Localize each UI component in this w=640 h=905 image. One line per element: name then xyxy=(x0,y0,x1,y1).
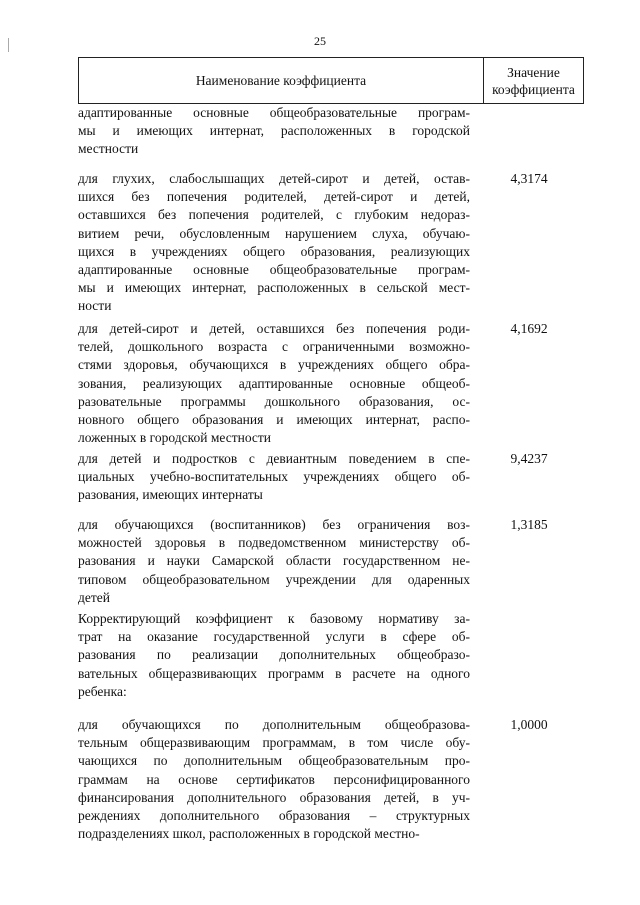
header-value-line-1: Значение xyxy=(507,64,560,80)
text-line: циальных учебно-воспитательных учреждениях общего об- xyxy=(78,469,470,485)
coefficient-value: 4,1692 xyxy=(510,321,548,336)
text-line: тельным общеразвивающим программам, в том числе обу- xyxy=(78,735,470,751)
coefficient-value: 1,3185 xyxy=(510,517,548,532)
text-line: финансирования дополнительного образования детей, в уч- xyxy=(78,789,470,805)
coefficient-name xyxy=(78,716,470,843)
text-line: местности xyxy=(78,141,139,157)
coefficient-name xyxy=(78,170,470,316)
coefficient-value: 9,4237 xyxy=(510,451,548,466)
page-number: 25 xyxy=(314,34,326,48)
text-line: для обучающихся по дополнительным общеобразова- xyxy=(78,717,470,732)
text-line: чающихся по дополнительным общеобразовательным про- xyxy=(78,753,470,769)
text-line: оставшихся без попечения родителей, с глубоким недораз- xyxy=(78,207,470,223)
text-line: телей, дошкольного возраста с ограниченными возможно- xyxy=(78,339,470,355)
text-line: мы и имеющих интернат, расположенных в городской xyxy=(78,123,470,139)
text-line: Корректирующий коэффициент к базовому нормативу за- xyxy=(78,611,470,626)
text-line: трат на оказание государственной услуги в сфере об- xyxy=(78,629,470,645)
coefficient-name xyxy=(78,516,470,607)
text-line: стями здоровья, обучающихся в учреждениях общего обра- xyxy=(78,357,470,373)
text-line: реждениях дополнительного образования – структурных xyxy=(78,808,470,824)
coefficient-name xyxy=(78,104,470,159)
text-line: ложенных в городской местности xyxy=(78,430,272,446)
text-line: детей xyxy=(78,589,110,605)
text-line: разования по реализации дополнительных общеобразо- xyxy=(78,647,470,663)
text-line: адаптированные основные общеобразовательные програм- xyxy=(78,262,470,278)
header-value-column xyxy=(484,58,583,103)
text-line: мы и имеющих интернат, расположенных в сельской мест- xyxy=(78,280,470,296)
coefficient-name xyxy=(78,610,470,701)
text-line: типовом общеобразовательном учреждении для одаренных xyxy=(78,571,470,587)
text-line: подразделениях школ, расположенных в городской местно- xyxy=(78,826,420,842)
header-value-line-2: коэффициента xyxy=(492,81,575,97)
text-line: витием речи, обусловленным нарушением слуха, обучаю- xyxy=(78,225,470,241)
text-line: разования и науки Самарской области государственном не- xyxy=(78,553,470,569)
text-line: разования, имеющих интернаты xyxy=(78,487,263,503)
text-line: разовательные программы дошкольного образования, ос- xyxy=(78,393,470,409)
coefficient-name xyxy=(78,320,470,447)
text-line: вательных общеразвивающих программ в расчете на одного xyxy=(78,665,470,681)
coefficient-value: 4,3174 xyxy=(510,171,548,186)
text-line: новного общего образования и имеющих интернат, распо- xyxy=(78,412,470,428)
header-name-column: Наименование коэффициента xyxy=(79,58,484,103)
text-line: для глухих, слабослышащих детей-сирот и детей, остав- xyxy=(78,171,470,186)
text-line: адаптированные основные общеобразовательные програм- xyxy=(78,105,470,120)
coefficient-value: 1,0000 xyxy=(510,717,548,732)
text-line: зования, реализующих адаптированные основные общеоб- xyxy=(78,375,470,391)
text-line: ребенка: xyxy=(78,683,127,699)
text-line: ности xyxy=(78,298,112,314)
text-line: для детей и подростков с девиантным поведением в спе- xyxy=(78,451,470,466)
text-line: для детей-сирот и детей, оставшихся без попечения роди- xyxy=(78,321,470,336)
scan-artifact-mark xyxy=(8,38,9,52)
coefficient-name xyxy=(78,450,470,505)
text-line: шихся без попечения родителей, детей-сирот и детей, xyxy=(78,189,470,205)
text-line: можностей здоровья в подведомственном министерству об- xyxy=(78,535,470,551)
table-header xyxy=(78,57,584,104)
text-line: для обучающихся (воспитанников) без ограничения воз- xyxy=(78,517,470,532)
text-line: щихся в учреждениях общего образования, реализующих xyxy=(78,243,470,259)
text-line: граммам на основе сертификатов персонифицированного xyxy=(78,771,470,787)
